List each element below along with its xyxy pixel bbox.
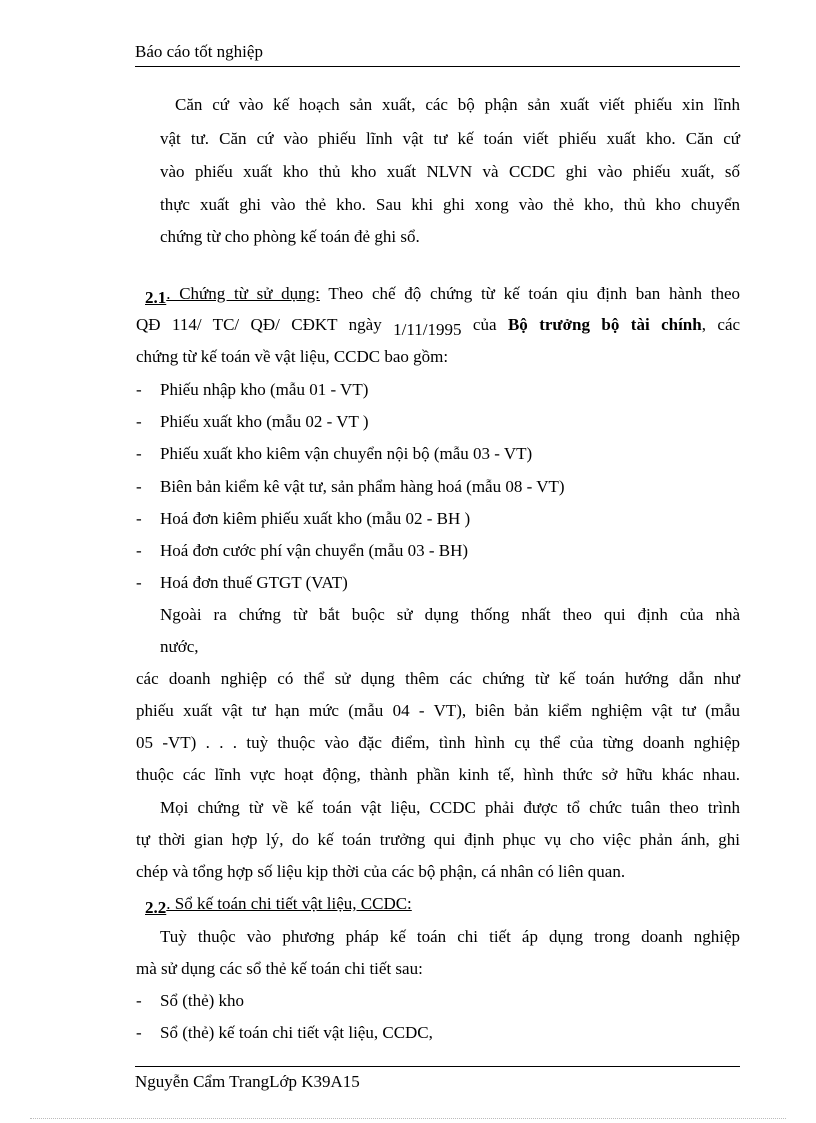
section-2-1-number: 2.1	[145, 288, 167, 307]
bullet-dash: -	[136, 380, 142, 399]
bullet-dash: -	[136, 1023, 142, 1042]
para3-line-2: phiếu xuất vật tư hạn mức (mẫu 04 - VT), biên bản kiểm nghiệm vật tư (mẫu	[136, 701, 740, 720]
para3-line-4: thuộc các lĩnh vực hoạt động, thành phần kinh tế, hình thức sở hữu khác nhau.	[136, 765, 740, 784]
para2-line-2: nước,	[160, 637, 199, 656]
intro-line-5: chứng từ cho phòng kế toán đẻ ghi sổ.	[160, 227, 420, 246]
section-2-2-title: . Sổ kế toán chi tiết vật liệu, CCDC:	[166, 894, 412, 913]
section-2-1-title: . Chứng từ sử dụng:	[166, 284, 320, 303]
intro-line-4: thực xuất ghi vào thẻ kho. Sau khi ghi xong vào thẻ kho, thủ kho chuyển	[160, 195, 740, 214]
bullet-dash: -	[136, 991, 142, 1010]
bullet-dash: -	[136, 573, 142, 592]
section-2-2-heading-line	[145, 894, 412, 918]
intro-line-1: Căn cứ vào kế hoạch sản xuất, các bộ phận sản xuất viết phiếu xin lĩnh	[175, 95, 740, 114]
intro-line-2: vật tư. Căn cứ vào phiếu lĩnh vật tư kế toán viết phiếu xuất kho. Căn cứ	[160, 129, 740, 148]
decree-reference: QĐ 114/ TC/ QĐ/ CĐKT ngày	[136, 315, 382, 334]
bullet-dash: -	[136, 477, 142, 496]
section-2-1-heading-line	[145, 284, 740, 308]
para3-line-1: các doanh nghiệp có thể sử dụng thêm các chứng từ kế toán hướng dẫn như	[136, 669, 740, 688]
bullet-dash: -	[136, 509, 142, 528]
section-2-2-para-line-2: mà sử dụng các sổ thẻ kế toán chi tiết sau:	[136, 959, 423, 978]
decree-date: 1/11/1995	[393, 320, 462, 339]
footer-rule	[135, 1066, 740, 1067]
list-item: Biên bản kiểm kê vật tư, sản phẩm hàng hoá (mẫu 08 - VT)	[160, 477, 565, 496]
section-2-2-number: 2.2	[145, 898, 167, 917]
bullet-dash: -	[136, 412, 142, 431]
section-2-2-para-line-1: Tuỳ thuộc vào phương pháp kế toán chi tiết áp dụng trong doanh nghiệp	[160, 927, 740, 946]
page-boundary-line	[30, 1118, 786, 1119]
list-item: Sổ (thẻ) kế toán chi tiết vật liệu, CCDC,	[160, 1023, 433, 1042]
list-item: Phiếu xuất kho kiêm vận chuyển nội bộ (mẫu 03 - VT)	[160, 444, 533, 463]
section-2-1-line1-rest: Theo chế độ chứng từ kế toán qiu định ban hành theo	[319, 284, 741, 303]
list-item: Sổ (thẻ) kho	[160, 991, 245, 1010]
para4-line-3: chép và tổng hợp số liệu kịp thời của các bộ phận, cá nhân có liên quan.	[136, 862, 626, 881]
para4-line-1: Mọi chứng từ về kế toán vật liệu, CCDC phải được tổ chức tuân theo trình	[160, 798, 740, 817]
list-item: Hoá đơn kiêm phiếu xuất kho (mẫu 02 - BH )	[160, 509, 471, 528]
page-header-title: Báo cáo tốt nghiệp	[135, 42, 263, 61]
header-rule	[135, 66, 740, 67]
bullet-dash: -	[136, 444, 142, 463]
list-item: Phiếu nhập kho (mẫu 01 - VT)	[160, 380, 369, 399]
list-item: Hoá đơn thuế GTGT (VAT)	[160, 573, 348, 592]
list-item: Hoá đơn cước phí vận chuyển (mẫu 03 - BH)	[160, 541, 469, 560]
of-word: của	[472, 315, 497, 334]
section-2-1-line-2	[136, 315, 740, 340]
para4-line-2: tự thời gian hợp lý, do kế toán trưởng qui định phục vụ cho việc phản ánh, ghi	[136, 830, 740, 849]
bullet-dash: -	[136, 541, 142, 560]
ministry-name: Bộ trưởng bộ tài chính	[507, 315, 702, 334]
section-2-1-line-3: chứng từ kế toán về vật liệu, CCDC bao gồm:	[136, 347, 449, 366]
list-item: Phiếu xuất kho (mẫu 02 - VT )	[160, 412, 369, 431]
para2-line-1: Ngoài ra chứng từ bắt buộc sử dụng thống nhất theo qui định của nhà	[160, 605, 740, 624]
line-2-tail: , các	[701, 315, 741, 334]
page-footer: Nguyễn Cẩm TrangLớp K39A15	[135, 1072, 360, 1091]
para3-line-3: 05 -VT) . . . tuỳ thuộc vào đặc điểm, tình hình cụ thể của từng doanh nghiệp	[136, 733, 740, 752]
intro-line-3: vào phiếu xuất kho thủ kho xuất NLVN và CCDC ghi vào phiếu xuất, số	[160, 162, 740, 181]
